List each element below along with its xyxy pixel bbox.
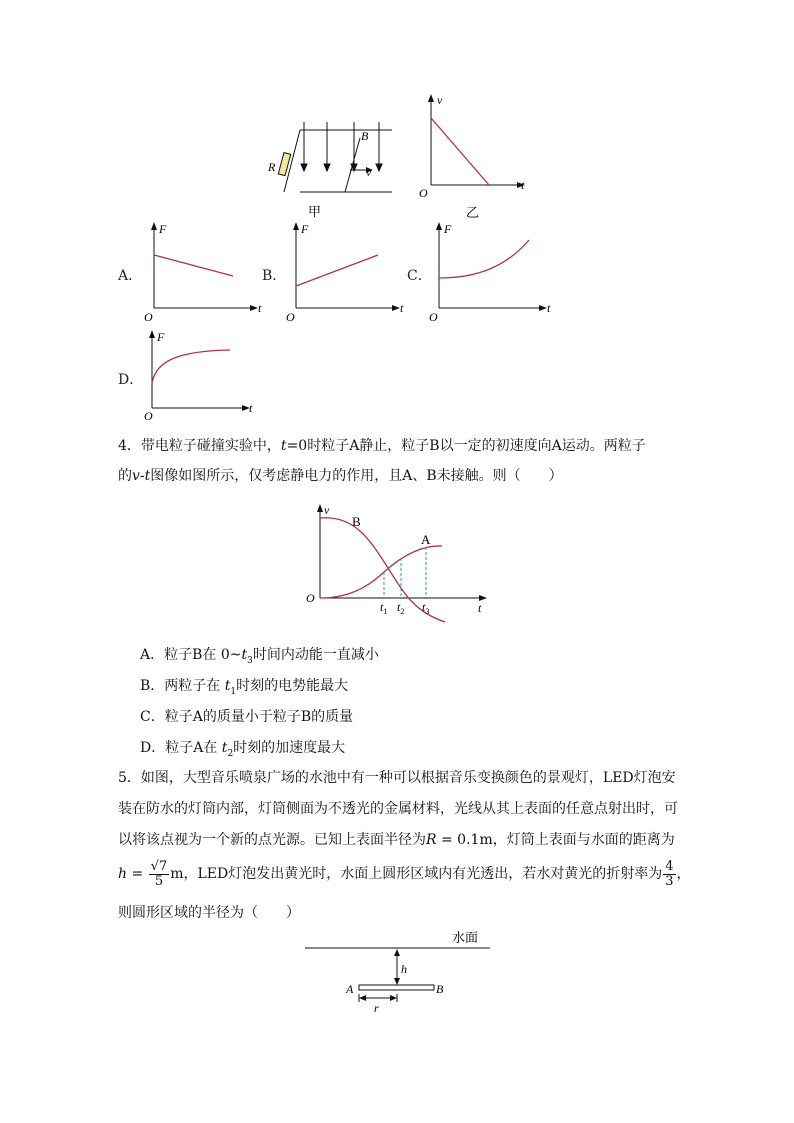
choice-d-sub: 2 — [227, 748, 234, 759]
yi-axis-t: t — [521, 178, 525, 192]
q5-line4-h: h — [118, 866, 128, 882]
choice-a-pre: A．粒子B在 0~ — [140, 647, 242, 663]
field-arrows — [301, 122, 382, 171]
y-arrowhead — [317, 504, 323, 512]
q5-line1: 5．如图，大型音乐喷泉广场的水池中有一种可以根据音乐变换颜色的景观灯，LED灯泡安 — [118, 770, 676, 786]
choice-d-post: 时刻的加速度最大 — [233, 740, 346, 756]
axis-F: F — [301, 222, 309, 236]
B-label: B — [361, 129, 369, 143]
fraction-sqrt7-over-5 — [149, 860, 170, 889]
axis-F: F — [444, 222, 452, 236]
q4-line1 — [118, 436, 646, 456]
h-arrow-bottom — [394, 978, 400, 985]
q5-line2: 装在防水的灯筒内部，灯筒侧面为不透光的金属材料，光线从其上表面的任意点射出时，可 — [118, 801, 678, 817]
lamp-top-surface — [359, 985, 434, 990]
choice-a-var: t — [241, 647, 248, 663]
y-arrowhead — [149, 330, 155, 338]
B-label: B — [436, 982, 444, 996]
tick-t1-sub: 1 — [383, 607, 388, 616]
yi-axis-v: v — [437, 93, 443, 107]
option-b-graph — [282, 218, 412, 324]
option-d-letter: D． — [118, 372, 144, 388]
v-label: v — [366, 165, 372, 179]
q4-line1-b: =0时粒子A静止，粒子B以一定的初速度向A运动。两粒子 — [286, 438, 646, 454]
q5-line3-R: R — [426, 832, 437, 848]
q5-line3-a: 以将该点视为一个新的点光源。已知上表面半径为 — [118, 832, 426, 848]
tick-t1 — [380, 600, 387, 616]
A-label: A — [346, 982, 354, 996]
label-A: A — [421, 532, 431, 547]
axis-F: F — [157, 330, 165, 344]
option-d-graph — [140, 326, 265, 424]
tick-t1-var: t — [380, 600, 384, 614]
tick-t2-var: t — [397, 600, 401, 614]
label-B: B — [352, 514, 361, 529]
q5-line4 — [118, 858, 691, 890]
tick-t3-var: t — [422, 600, 426, 614]
yi-label: 乙 — [466, 205, 480, 220]
option-d-curve — [152, 350, 230, 383]
axis-t: t — [249, 401, 253, 415]
option-c-letter: C． — [407, 268, 432, 284]
origin: O — [306, 591, 315, 605]
q4-choice-a[interactable] — [140, 644, 379, 666]
q5-line5: 则圆形区域的半径为（ ） — [118, 905, 300, 921]
option-a-curve — [154, 255, 233, 276]
r-label: r — [374, 1001, 379, 1015]
q4-line1-t: t — [280, 438, 287, 454]
origin: O — [286, 310, 295, 324]
q4-vt-graph — [300, 500, 500, 625]
water-label: 水面 — [452, 930, 479, 945]
option-b-letter: B． — [262, 268, 287, 284]
r-arrow-right — [390, 995, 397, 1001]
choice-d-pre: D．粒子A在 — [140, 740, 222, 756]
origin: O — [144, 310, 153, 324]
choice-b-post: 时刻的电势能最大 — [236, 678, 349, 694]
figure-yi — [413, 90, 533, 225]
x-arrowhead — [392, 305, 400, 311]
axis-t: t — [400, 301, 404, 315]
tick-t3-sub: 3 — [425, 607, 430, 616]
frac2-num: 4 — [665, 858, 674, 874]
tick-t3 — [422, 600, 429, 616]
q4-line1-a: 4．带电粒子碰撞实验中， — [118, 438, 281, 454]
q5-diagram — [300, 928, 500, 1018]
y-arrowhead — [293, 222, 299, 230]
q4-choice-d[interactable] — [140, 737, 345, 759]
option-b-curve — [296, 255, 378, 286]
curve-A — [320, 546, 442, 598]
option-c-graph — [425, 218, 560, 324]
q5-line4-eq: = — [127, 866, 148, 882]
choice-a-post: 时间内动能一直减小 — [252, 647, 379, 663]
q4-choice-b[interactable] — [140, 675, 348, 697]
axis-v: v — [324, 503, 330, 517]
axis-t: t — [547, 301, 551, 315]
tick-t2 — [397, 600, 404, 616]
option-a-letter: A． — [118, 268, 143, 284]
q4-line2-a: 的 — [118, 468, 132, 484]
origin: O — [429, 310, 438, 324]
v-t-line — [431, 118, 489, 185]
origin: O — [144, 409, 153, 423]
axis-F: F — [159, 222, 167, 236]
x-arrowhead — [250, 305, 258, 311]
q5-line3-eq: = 0.1m，灯筒上表面与水面的距离为 — [436, 832, 675, 848]
q5-line3 — [118, 830, 675, 850]
R-label: R — [268, 160, 276, 174]
choice-b-var: t — [224, 678, 231, 694]
choice-b-sub: 1 — [230, 686, 237, 697]
axis-t: t — [258, 301, 262, 315]
q5-line4-unit: m — [170, 866, 184, 882]
yi-origin: O — [419, 186, 428, 200]
choice-b-pre: B．两粒子在 — [140, 678, 225, 694]
choice-c-pre: C．粒子A的质量小于粒子B的质量 — [140, 709, 354, 725]
q4-choice-c[interactable] — [140, 706, 353, 726]
q4-line2-b: 图像如图所示，仅考虑静电力的作用，且A、B未接触。则（ ） — [150, 468, 563, 484]
frac2-den: 3 — [665, 873, 674, 889]
h-label: h — [401, 962, 407, 976]
option-c-curve — [439, 240, 529, 278]
fraction-4-over-3 — [663, 860, 675, 889]
figure-jia — [260, 118, 400, 223]
jia-label: 甲 — [308, 204, 322, 219]
y-arrowhead — [436, 222, 442, 230]
option-a-graph — [140, 218, 270, 324]
y-arrowhead — [428, 94, 434, 102]
frac-den: 5 — [154, 873, 164, 889]
axis-t: t — [478, 601, 482, 615]
choice-a-sub: 3 — [247, 655, 253, 666]
frac-num: √7 — [150, 858, 168, 874]
x-arrowhead — [539, 305, 547, 311]
q4-line2-vt: v-t — [132, 468, 151, 484]
h-arrow-top — [394, 949, 400, 956]
q5-line4-end: ， — [676, 866, 691, 882]
tick-t2-sub: 2 — [400, 607, 405, 616]
y-arrowhead — [151, 222, 157, 230]
choice-d-var: t — [221, 740, 228, 756]
r-arrow-left — [359, 995, 366, 1001]
q5-line4-b: ，LED灯泡发出黄光时，水面上圆形区域内有光透出，若水对黄光的折射率为 — [183, 866, 663, 882]
q4-line2 — [118, 466, 563, 486]
